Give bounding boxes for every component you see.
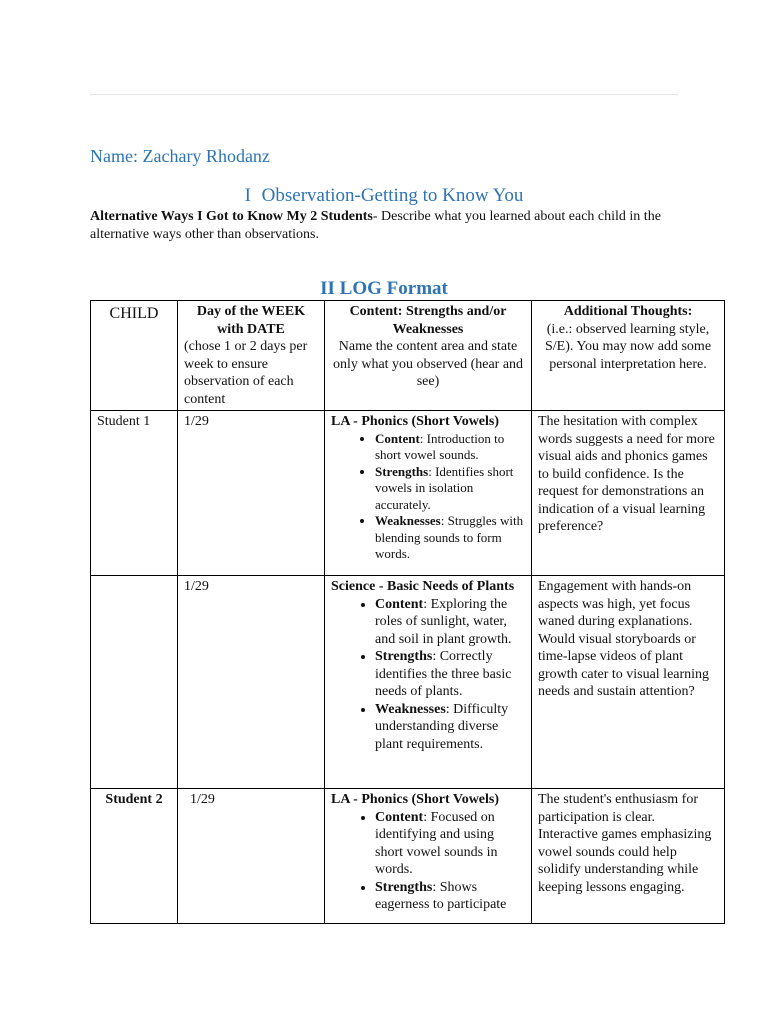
cell-child: Student 1: [91, 411, 178, 576]
cell-date: 1/29: [178, 411, 325, 576]
list-item: • Strengths: Correctly identifies the three basic needs of plants.: [375, 648, 525, 701]
header-thoughts-note: (i.e.: observed learning style, S/E). You may now add some personal interpretation here.: [544, 321, 712, 372]
header-child: CHILD: [91, 301, 178, 411]
cell-thoughts: The hesitation with complex words suggests a need for more visual aids and phonics games to build confidence. Is the request for demonstrations an indication of a visual learning preference?: [532, 411, 725, 576]
cell-content: [325, 411, 532, 576]
section-one-heading: [0, 185, 768, 207]
header-thoughts: [532, 301, 725, 411]
cell-content: [325, 789, 532, 924]
cell-thoughts: The student's enthusiasm for participation is clear. Interactive games emphasizing vowel sounds could help solidify understanding while keeping lessons engaging.: [532, 789, 725, 924]
header-content-title: Content: Strengths and/or Weaknesses: [349, 304, 507, 337]
observation-list: [331, 809, 525, 914]
observation-list: [331, 596, 525, 754]
subject-label: Science - Basic Needs of Plants: [331, 579, 515, 594]
table-row: [91, 789, 725, 924]
cell-date: 1/29: [178, 576, 325, 789]
header-thoughts-title: Additional Thoughts:: [563, 304, 693, 319]
section-one-intro: [90, 208, 690, 244]
subject-label: LA - Phonics (Short Vowels): [331, 414, 500, 429]
list-item: • Strengths: Shows eagerness to participate: [375, 879, 525, 914]
header-day-title: Day of the WEEK with DATE: [196, 304, 306, 337]
cell-thoughts: Engagement with hands-on aspects was high, yet focus waned during explanations. Would visual storyboards or time-lapse videos of plant growth cater to visual learning needs and sustain attention?: [532, 576, 725, 789]
list-item: • Strengths: Identifies short vowels in isolation accurately.: [375, 464, 525, 514]
log-table-header-row: [91, 301, 725, 411]
section-two-heading: II LOG Format: [320, 278, 448, 299]
table-row: [91, 576, 725, 789]
header-content-note: Name the content area and state only what you observed (hear and see): [332, 339, 524, 389]
intro-bold-lead: Alternative Ways I Got to Know My 2 Students: [90, 209, 373, 224]
subject-label: LA - Phonics (Short Vowels): [331, 792, 500, 807]
cell-child: Student 2: [91, 789, 178, 924]
list-item: • Weaknesses: Struggles with blending sounds to form words.: [375, 513, 525, 563]
header-day: [178, 301, 325, 411]
intro-description: - Describe what you learned about each child in the alternative ways other than observations.: [90, 209, 661, 242]
list-item: • Weaknesses: Difficulty understanding diverse plant requirements.: [375, 701, 525, 754]
list-item: • Content: Exploring the roles of sunlight, water, and soil in plant growth.: [375, 596, 525, 649]
section-one-numeral: I: [244, 185, 251, 206]
observation-list: [331, 431, 525, 563]
log-table: [90, 300, 725, 924]
cell-date: 1/29: [178, 789, 325, 924]
header-content: [325, 301, 532, 411]
cell-child: [91, 576, 178, 789]
list-item: • Content: Focused on identifying and using short vowel sounds in words.: [375, 809, 525, 879]
list-item: • Content: Introduction to short vowel sounds.: [375, 431, 525, 464]
student-teacher-name: Name: Zachary Rhodanz: [90, 146, 270, 166]
header-divider: [90, 94, 678, 95]
header-day-note: (chose 1 or 2 days per week to ensure observation of each content: [184, 339, 308, 407]
section-one-title: Observation-Getting to Know You: [261, 185, 524, 206]
table-row: [91, 411, 725, 576]
cell-content: [325, 576, 532, 789]
